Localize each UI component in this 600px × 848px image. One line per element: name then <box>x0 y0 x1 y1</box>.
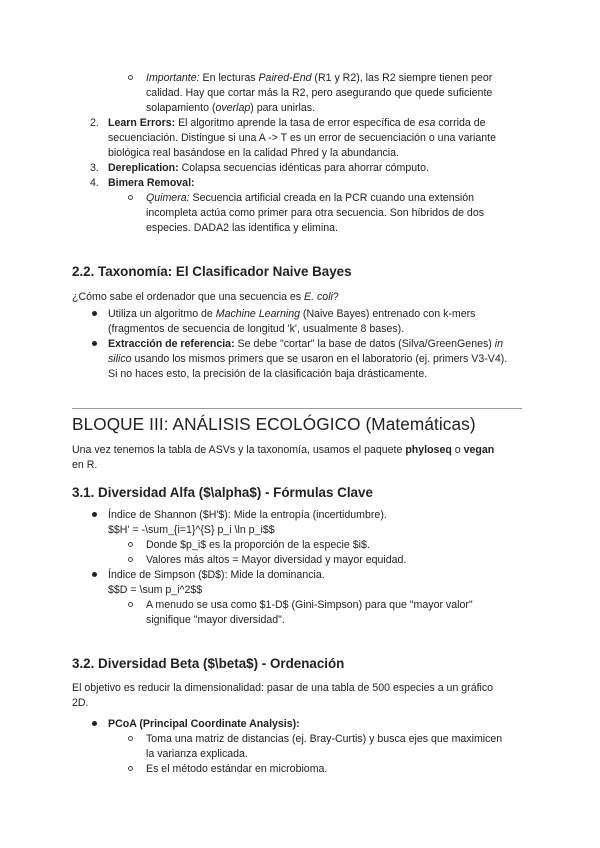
quimera-line1: Quimera: Secuencia artificial creada en la PCR cuando una extensión <box>146 192 475 204</box>
learn-errors-line1: Learn Errors: El algoritmo aprende la tasa de error específica de esa corrida de <box>108 117 486 129</box>
hollow-bullet-icon <box>128 195 133 200</box>
pcoa-sub2: Es el método estándar en microbioma. <box>146 763 328 775</box>
important-note-line1: Importante: En lecturas Paired-End (R1 y R2), las R2 siempre tienen peor <box>146 72 493 84</box>
section-divider <box>72 408 522 409</box>
section-3-2-intro-line1: El objetivo es reducir la dimensionalidad: pasar de una tabla de 500 especies a un gráfico <box>72 682 494 694</box>
extraction-line1: Extracción de referencia: Se debe "cortar" la base de datos (Silva/GreenGenes) in <box>108 338 503 350</box>
bloque-3-heading: BLOQUE III: ANÁLISIS ECOLÓGICO (Matemáticas) <box>72 414 476 434</box>
extraction-line3: Si no haces esto, la precisión de la clasificación baja drásticamente. <box>108 368 428 380</box>
list-number-4: 4. <box>90 177 99 189</box>
hollow-bullet-icon <box>128 542 133 547</box>
section-2-2-heading: 2.2. Taxonomía: El Clasificador Naive Bayes <box>72 264 352 279</box>
list-number-2: 2. <box>90 117 99 129</box>
naive-bayes-line2: (fragmentos de secuencia de longitud 'k', usualmente 8 bases). <box>108 323 405 335</box>
list-number-3: 3. <box>90 162 99 174</box>
bullet-icon <box>92 721 97 726</box>
bullet-icon <box>92 572 97 577</box>
bloque-3-intro-line2: en R. <box>72 459 98 471</box>
simpson-formula: $$D = \sum p_i^2$$ <box>108 584 203 596</box>
hollow-bullet-icon <box>128 557 133 562</box>
learn-errors-line2: secuenciación. Distingue si una A -> T es un error de secuenciación o una variante <box>108 132 496 144</box>
bloque-3-intro-line1: Una vez tenemos la tabla de ASVs y la taxonomía, usamos el paquete phyloseq o vegan <box>72 444 495 456</box>
quimera-line2: incompleta actúa como primer para otra secuencia. Son híbridos de dos <box>146 207 485 219</box>
section-3-1-heading: 3.1. Diversidad Alfa ($\alpha$) - Fórmulas Clave <box>72 485 373 500</box>
bullet-icon <box>92 311 97 316</box>
shannon-formula: $$H' = -\sum_{i=1}^{S} p_i \ln p_i$$ <box>108 524 275 536</box>
bullet-icon <box>92 512 97 517</box>
hollow-bullet-icon <box>128 602 133 607</box>
important-note-line2: calidad. Hay que cortar más la R2, pero asegurando que quede suficiente <box>146 87 493 99</box>
learn-errors-line3: biológica real basándose en la calidad Phred y la abundancia. <box>108 147 399 159</box>
hollow-bullet-icon <box>128 736 133 741</box>
bimera-removal-label: Bimera Removal: <box>108 177 195 189</box>
quimera-line3: especies. DADA2 las identifica y elimina. <box>146 222 338 234</box>
simpson-sub-line1: A menudo se usa como $1-D$ (Gini-Simpson) para que "mayor valor" <box>146 599 473 611</box>
extraction-line2: silico usando los mismos primers que se usaron en el laboratorio (ej. primers V3-V4). <box>108 353 508 365</box>
pcoa-label: PCoA (Principal Coordinate Analysis): <box>108 718 300 730</box>
shannon-sub2: Valores más altos = Mayor diversidad y mayor equidad. <box>146 554 407 566</box>
shannon-sub1: Donde $p_i$ es la proporción de la especie $i$. <box>146 539 370 551</box>
hollow-bullet-icon <box>128 766 133 771</box>
hollow-bullet-icon <box>128 75 133 80</box>
section-3-2-heading: 3.2. Diversidad Beta ($\beta$) - Ordenación <box>72 656 345 671</box>
pcoa-sub1-line1: Toma una matriz de distancias (ej. Bray-Curtis) y busca ejes que maximicen <box>146 733 503 745</box>
section-3-2-intro-line2: 2D. <box>72 697 89 709</box>
important-note-line3: solapamiento (overlap) para unirlas. <box>146 102 316 114</box>
naive-bayes-line1: Utiliza un algoritmo de Machine Learning (Naive Bayes) entrenado con k-mers <box>108 308 476 320</box>
section-2-2-intro: ¿Cómo sabe el ordenador que una secuencia es E. coli? <box>72 291 339 303</box>
bullet-icon <box>92 341 97 346</box>
shannon-line1: Índice de Shannon ($H'$): Mide la entropía (incertidumbre). <box>108 509 387 521</box>
simpson-line1: Índice de Simpson ($D$): Mide la dominancia. <box>108 569 325 581</box>
pcoa-sub1-line2: la varianza explicada. <box>146 748 248 760</box>
dereplication-line: Dereplication: Colapsa secuencias idénticas para ahorrar cómputo. <box>108 162 429 174</box>
simpson-sub-line2: signifique "mayor diversidad". <box>146 614 285 626</box>
